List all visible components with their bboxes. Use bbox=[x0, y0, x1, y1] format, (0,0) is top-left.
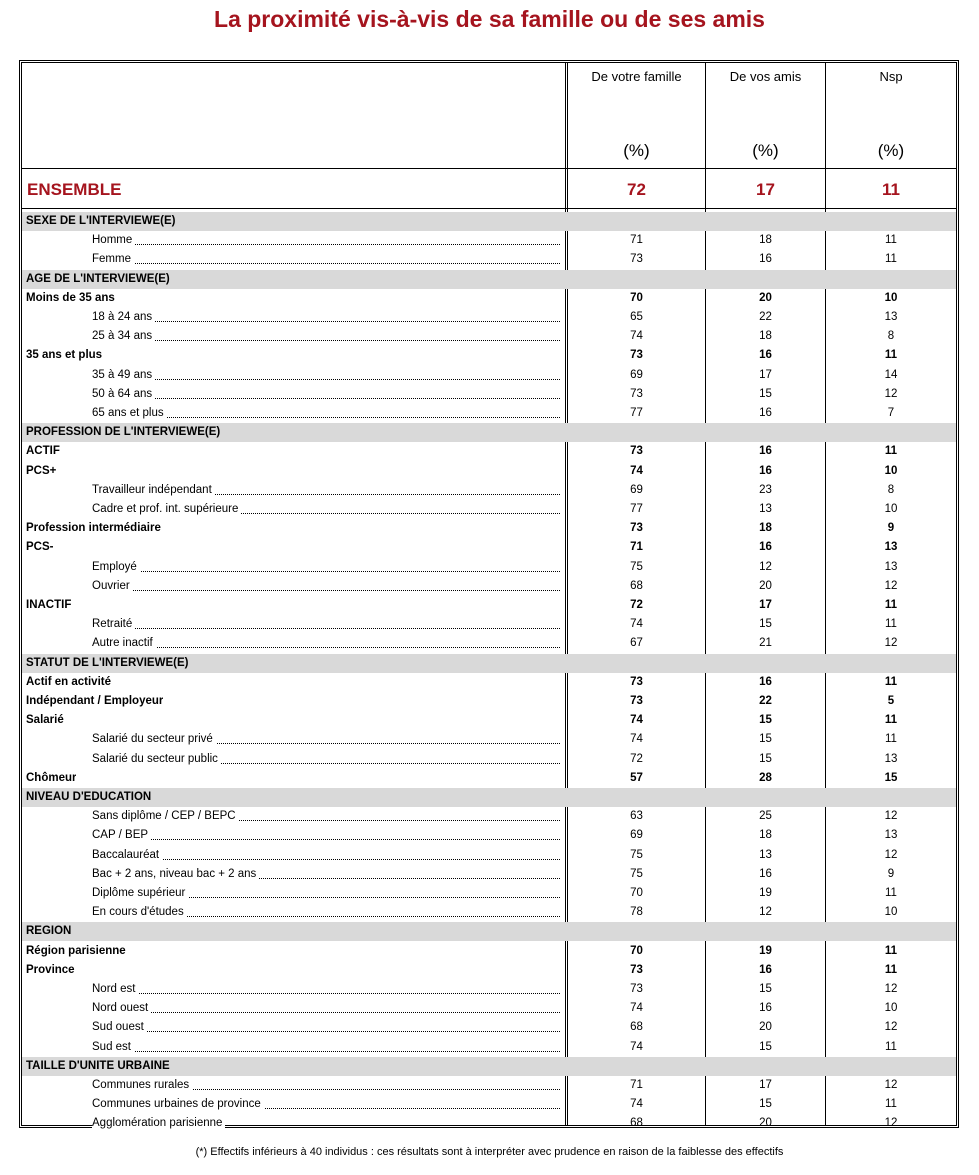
row-label bbox=[92, 999, 560, 1018]
row-label bbox=[92, 231, 560, 250]
table-row bbox=[22, 577, 956, 596]
table-row bbox=[22, 692, 956, 711]
row-value: 73 bbox=[630, 675, 643, 688]
row-value: 18 bbox=[759, 330, 772, 343]
row-value: 16 bbox=[759, 253, 772, 266]
row-value: 74 bbox=[630, 618, 643, 631]
section-header-row bbox=[22, 270, 956, 289]
row-value: 13 bbox=[884, 752, 898, 765]
row-value: 12 bbox=[884, 579, 898, 592]
row-value: 74 bbox=[630, 733, 643, 746]
row-label-text: Sans diplôme / CEP / BEPC bbox=[92, 810, 239, 822]
row-value: 57 bbox=[630, 771, 643, 784]
table-row bbox=[22, 826, 956, 845]
row-value: 16 bbox=[759, 464, 772, 477]
row-value: 16 bbox=[759, 407, 772, 419]
row-label-text: Homme bbox=[92, 234, 135, 246]
row-label: Chômeur bbox=[26, 771, 77, 784]
row-value: 15 bbox=[759, 983, 772, 995]
row-label-text: Femme bbox=[92, 253, 134, 265]
row-value: 10 bbox=[884, 291, 898, 304]
column-header-amis: De vos amis bbox=[729, 69, 802, 84]
row-label bbox=[92, 846, 560, 865]
table-row bbox=[22, 942, 956, 961]
table-row bbox=[22, 289, 956, 308]
row-value: 65 bbox=[630, 311, 643, 323]
row-label bbox=[92, 250, 560, 269]
table-row bbox=[22, 250, 956, 269]
row-value: 17 bbox=[759, 599, 772, 611]
table-row bbox=[22, 730, 956, 749]
row-label-text: Retraité bbox=[92, 618, 135, 630]
row-value: 10 bbox=[884, 503, 898, 515]
row-value: 16 bbox=[759, 541, 772, 554]
row-label: 35 ans et plus bbox=[26, 349, 103, 362]
page-title: La proximité vis-à-vis de sa famille ou de ses amis bbox=[214, 6, 765, 32]
table-row bbox=[22, 711, 956, 730]
row-value: 13 bbox=[759, 503, 772, 515]
row-value: 18 bbox=[759, 829, 772, 842]
row-label-text: Travailleur indépendant bbox=[92, 484, 215, 496]
row-label-text: Nord est bbox=[92, 983, 138, 995]
row-value: 11 bbox=[884, 675, 898, 688]
row-value: 69 bbox=[630, 368, 643, 381]
row-value: 73 bbox=[630, 963, 643, 976]
row-value: 69 bbox=[630, 483, 643, 496]
row-value: 15 bbox=[759, 714, 772, 727]
leader-dots bbox=[92, 244, 560, 245]
row-value: 11 bbox=[885, 733, 897, 746]
row-label bbox=[92, 865, 560, 884]
row-label: Profession intermédiaire bbox=[26, 522, 161, 535]
table-row bbox=[22, 500, 956, 519]
row-value: 74 bbox=[630, 714, 643, 727]
row-label bbox=[92, 404, 560, 423]
row-label-text: Salarié du secteur privé bbox=[92, 733, 216, 745]
row-value: 11 bbox=[884, 599, 898, 611]
row-label bbox=[92, 577, 560, 596]
table-row bbox=[22, 865, 956, 884]
table-row bbox=[22, 1095, 956, 1114]
row-value: 12 bbox=[884, 983, 898, 995]
row-value: 20 bbox=[759, 291, 772, 304]
row-value: 19 bbox=[759, 887, 772, 899]
row-label-text: CAP / BEP bbox=[92, 829, 151, 841]
row-value: 5 bbox=[887, 695, 895, 707]
row-value: 10 bbox=[884, 1002, 898, 1015]
row-label bbox=[92, 1114, 560, 1133]
row-label: INACTIF bbox=[26, 599, 72, 611]
row-label bbox=[92, 980, 560, 999]
row-value: 12 bbox=[759, 560, 772, 573]
table-row bbox=[22, 961, 956, 980]
row-label bbox=[92, 1076, 560, 1095]
row-value: 20 bbox=[759, 579, 772, 592]
row-label bbox=[92, 884, 560, 903]
row-label bbox=[92, 558, 560, 577]
row-label: SEXE DE L'INTERVIEWE(E) bbox=[26, 215, 176, 227]
row-value: 12 bbox=[884, 810, 898, 823]
row-value: 25 bbox=[759, 810, 772, 823]
table-row bbox=[22, 327, 956, 346]
row-label-text: 50 à 64 ans bbox=[92, 388, 155, 400]
row-value: 13 bbox=[759, 848, 772, 861]
footnote: (*) Effectifs inférieurs à 40 individus : ces résultats sont à interpréter avec prudence en raison de la faiblesse des effectifs bbox=[195, 1146, 784, 1158]
row-label-text: Salarié du secteur public bbox=[92, 753, 221, 765]
leader-dots bbox=[92, 340, 560, 341]
row-label bbox=[92, 1018, 560, 1037]
row-value: 74 bbox=[630, 1040, 643, 1053]
row-label-text: Communes rurales bbox=[92, 1079, 192, 1091]
row-value: 77 bbox=[630, 407, 643, 419]
table-row bbox=[22, 673, 956, 692]
row-label-text: 65 ans et plus bbox=[92, 407, 167, 419]
row-value: 16 bbox=[759, 349, 772, 362]
row-value: 10 bbox=[884, 906, 898, 919]
section-header-row bbox=[22, 788, 956, 807]
ensemble-label: ENSEMBLE bbox=[27, 180, 122, 199]
row-value: 19 bbox=[759, 944, 772, 957]
row-value: 11 bbox=[884, 963, 898, 976]
row-label bbox=[92, 327, 560, 346]
row-value: 9 bbox=[887, 522, 895, 535]
row-label-text: Baccalauréat bbox=[92, 849, 162, 861]
row-label bbox=[92, 308, 560, 327]
row-label: Province bbox=[26, 963, 75, 976]
row-value: 15 bbox=[759, 733, 772, 746]
leader-dots bbox=[92, 321, 560, 322]
row-value: 16 bbox=[759, 867, 772, 880]
row-value: 77 bbox=[630, 503, 643, 515]
row-value: 70 bbox=[630, 944, 643, 957]
table-row bbox=[22, 980, 956, 999]
column-unit-famille: (%) bbox=[623, 141, 650, 160]
row-label bbox=[92, 385, 560, 404]
row-label-text: 18 à 24 ans bbox=[92, 311, 155, 323]
row-value: 28 bbox=[759, 771, 772, 784]
row-value: 11 bbox=[885, 887, 897, 899]
row-value: 12 bbox=[884, 1021, 898, 1034]
table-row bbox=[22, 519, 956, 538]
table-row bbox=[22, 769, 956, 788]
row-value: 16 bbox=[759, 1002, 772, 1015]
row-value: 15 bbox=[759, 752, 772, 765]
row-label: PCS+ bbox=[26, 464, 57, 477]
row-label: Région parisienne bbox=[26, 944, 126, 957]
row-value: 20 bbox=[759, 1021, 772, 1034]
section-header-row bbox=[22, 654, 956, 673]
ensemble-value-nsp: 11 bbox=[882, 180, 900, 199]
row-value: 12 bbox=[884, 1079, 898, 1091]
row-value: 78 bbox=[630, 906, 643, 919]
row-value: 16 bbox=[759, 445, 772, 458]
row-label: Actif en activité bbox=[26, 675, 111, 688]
column-unit-amis: (%) bbox=[752, 141, 779, 160]
row-value: 15 bbox=[884, 771, 898, 784]
table-row bbox=[22, 1114, 956, 1133]
row-value: 68 bbox=[630, 1117, 643, 1130]
table-row bbox=[22, 404, 956, 423]
row-value: 74 bbox=[630, 1002, 643, 1015]
row-value: 13 bbox=[884, 829, 898, 842]
row-value: 71 bbox=[630, 1079, 643, 1091]
row-label: Salarié bbox=[26, 714, 64, 727]
results-table bbox=[19, 60, 959, 1128]
table-row bbox=[22, 615, 956, 634]
leader-dots bbox=[92, 263, 560, 264]
row-label-text: Autre inactif bbox=[92, 637, 156, 649]
row-label bbox=[92, 826, 560, 845]
leader-dots bbox=[92, 839, 560, 840]
row-value: 21 bbox=[759, 637, 772, 650]
row-value: 8 bbox=[887, 483, 895, 496]
row-label: AGE DE L'INTERVIEWE(E) bbox=[26, 272, 170, 285]
row-label-text: En cours d'études bbox=[92, 906, 187, 918]
row-label: ACTIF bbox=[26, 445, 60, 458]
row-value: 16 bbox=[759, 675, 772, 688]
row-value: 71 bbox=[630, 541, 643, 554]
row-value: 12 bbox=[884, 848, 898, 861]
leader-dots bbox=[92, 993, 560, 994]
row-label-text: Communes urbaines de province bbox=[92, 1098, 264, 1110]
ensemble-value-amis: 17 bbox=[756, 180, 775, 199]
row-value: 22 bbox=[759, 695, 772, 707]
table-row bbox=[22, 750, 956, 769]
header-divider bbox=[22, 168, 956, 169]
row-label: REGION bbox=[26, 925, 72, 938]
row-value: 70 bbox=[630, 291, 643, 304]
column-header-nsp: Nsp bbox=[879, 69, 903, 84]
row-value: 71 bbox=[630, 234, 643, 247]
leader-dots bbox=[92, 379, 560, 380]
leader-dots bbox=[92, 628, 560, 629]
row-label bbox=[92, 615, 560, 634]
row-value: 13 bbox=[884, 311, 898, 323]
ensemble-value-famille: 72 bbox=[627, 180, 646, 199]
leader-dots bbox=[92, 1012, 560, 1013]
row-value: 12 bbox=[759, 906, 772, 919]
row-value: 73 bbox=[630, 349, 643, 362]
row-value: 68 bbox=[630, 579, 643, 592]
row-value: 11 bbox=[884, 714, 898, 727]
leader-dots bbox=[92, 398, 560, 399]
row-value: 23 bbox=[759, 483, 772, 496]
row-value: 15 bbox=[759, 387, 772, 400]
row-value: 68 bbox=[630, 1021, 643, 1034]
row-label bbox=[92, 500, 560, 519]
row-value: 75 bbox=[630, 848, 643, 861]
row-value: 72 bbox=[630, 752, 643, 765]
table-row bbox=[22, 846, 956, 865]
row-value: 70 bbox=[630, 887, 643, 899]
table-row bbox=[22, 385, 956, 404]
row-value: 15 bbox=[759, 618, 772, 631]
row-value: 20 bbox=[759, 1117, 772, 1130]
row-value: 15 bbox=[759, 1098, 772, 1111]
table-row bbox=[22, 231, 956, 250]
row-label-text: Nord ouest bbox=[92, 1002, 151, 1014]
section-header-row bbox=[22, 212, 956, 231]
row-value: 11 bbox=[885, 1098, 897, 1111]
row-value: 11 bbox=[885, 1040, 897, 1053]
row-label-text: Diplôme supérieur bbox=[92, 887, 188, 899]
row-value: 75 bbox=[630, 867, 643, 880]
column-unit-nsp: (%) bbox=[877, 141, 905, 160]
row-value: 15 bbox=[759, 1040, 772, 1053]
row-label-text: Cadre et prof. int. supérieure bbox=[92, 503, 241, 515]
row-value: 16 bbox=[759, 963, 772, 976]
row-label bbox=[92, 730, 560, 749]
leader-dots bbox=[92, 859, 560, 860]
row-value: 74 bbox=[630, 1098, 643, 1111]
row-label-text: Employé bbox=[92, 561, 140, 573]
row-value: 17 bbox=[759, 1079, 772, 1091]
row-label: NIVEAU D'EDUCATION bbox=[26, 791, 152, 803]
table-row bbox=[22, 481, 956, 500]
leader-dots bbox=[92, 590, 560, 591]
table-row bbox=[22, 366, 956, 385]
row-value: 14 bbox=[884, 368, 898, 381]
row-value: 11 bbox=[885, 234, 897, 247]
row-label bbox=[92, 634, 560, 653]
table-row bbox=[22, 308, 956, 327]
ensemble-divider bbox=[22, 208, 956, 209]
row-label: PCS- bbox=[26, 541, 54, 554]
row-value: 11 bbox=[885, 618, 897, 631]
row-value: 11 bbox=[884, 944, 898, 957]
row-value: 9 bbox=[887, 867, 895, 880]
row-value: 73 bbox=[630, 445, 643, 458]
row-value: 12 bbox=[884, 637, 898, 650]
row-value: 12 bbox=[884, 387, 898, 400]
row-value: 73 bbox=[630, 253, 643, 266]
row-label bbox=[92, 366, 560, 385]
row-value: 74 bbox=[630, 464, 643, 477]
row-label bbox=[92, 807, 560, 826]
row-label: Moins de 35 ans bbox=[26, 291, 115, 304]
leader-dots bbox=[92, 647, 560, 648]
table-row bbox=[22, 442, 956, 461]
row-value: 8 bbox=[887, 330, 895, 343]
row-label: Indépendant / Employeur bbox=[26, 695, 164, 707]
row-value: 73 bbox=[630, 522, 643, 535]
row-label-text: Ouvrier bbox=[92, 580, 133, 592]
row-value: 10 bbox=[884, 464, 898, 477]
row-label bbox=[92, 1038, 560, 1057]
row-value: 11 bbox=[885, 253, 897, 266]
row-value: 69 bbox=[630, 829, 643, 842]
row-label bbox=[92, 903, 560, 922]
row-label: TAILLE D'UNITE URBAINE bbox=[26, 1059, 170, 1072]
row-label-text: Sud est bbox=[92, 1041, 134, 1053]
column-header-famille: De votre famille bbox=[591, 69, 682, 84]
row-value: 67 bbox=[630, 637, 643, 650]
row-label-text: Agglomération parisienne bbox=[92, 1117, 225, 1129]
row-value: 7 bbox=[887, 407, 895, 419]
leader-dots bbox=[92, 1051, 560, 1052]
row-label bbox=[92, 1095, 560, 1114]
leader-dots bbox=[92, 1031, 560, 1032]
table-row bbox=[22, 1018, 956, 1037]
row-label: PROFESSION DE L'INTERVIEWE(E) bbox=[26, 426, 221, 439]
row-label: STATUT DE L'INTERVIEWE(E) bbox=[26, 656, 189, 669]
row-value: 75 bbox=[630, 560, 643, 573]
row-value: 17 bbox=[759, 368, 772, 381]
row-label bbox=[92, 750, 560, 769]
table-row bbox=[22, 462, 956, 481]
table-row bbox=[22, 346, 956, 365]
row-value: 18 bbox=[759, 234, 772, 247]
table-row bbox=[22, 634, 956, 653]
row-value: 72 bbox=[630, 599, 643, 611]
section-header-row bbox=[22, 1057, 956, 1076]
table-row bbox=[22, 538, 956, 557]
row-label bbox=[92, 481, 560, 500]
table-row bbox=[22, 558, 956, 577]
row-label-text: 35 à 49 ans bbox=[92, 369, 155, 381]
row-label-text: Sud ouest bbox=[92, 1021, 147, 1033]
row-value: 18 bbox=[759, 522, 772, 535]
row-value: 73 bbox=[630, 695, 643, 707]
row-value: 13 bbox=[884, 541, 898, 554]
row-value: 22 bbox=[759, 311, 772, 323]
table-row bbox=[22, 1038, 956, 1057]
table-row bbox=[22, 999, 956, 1018]
table-row bbox=[22, 807, 956, 826]
leader-dots bbox=[92, 571, 560, 572]
row-value: 13 bbox=[884, 560, 898, 573]
table-row bbox=[22, 596, 956, 615]
row-value: 63 bbox=[630, 810, 643, 823]
row-label-text: 25 à 34 ans bbox=[92, 330, 155, 342]
row-value: 11 bbox=[884, 349, 898, 362]
section-header-row bbox=[22, 922, 956, 941]
table-row bbox=[22, 903, 956, 922]
row-value: 74 bbox=[630, 330, 643, 343]
row-value: 73 bbox=[630, 387, 643, 400]
row-value: 12 bbox=[884, 1117, 898, 1130]
row-label-text: Bac + 2 ans, niveau bac + 2 ans bbox=[92, 868, 259, 880]
section-header-row bbox=[22, 423, 956, 442]
row-value: 73 bbox=[630, 983, 643, 995]
table-row bbox=[22, 884, 956, 903]
row-value: 11 bbox=[884, 445, 898, 458]
table-row bbox=[22, 1076, 956, 1095]
